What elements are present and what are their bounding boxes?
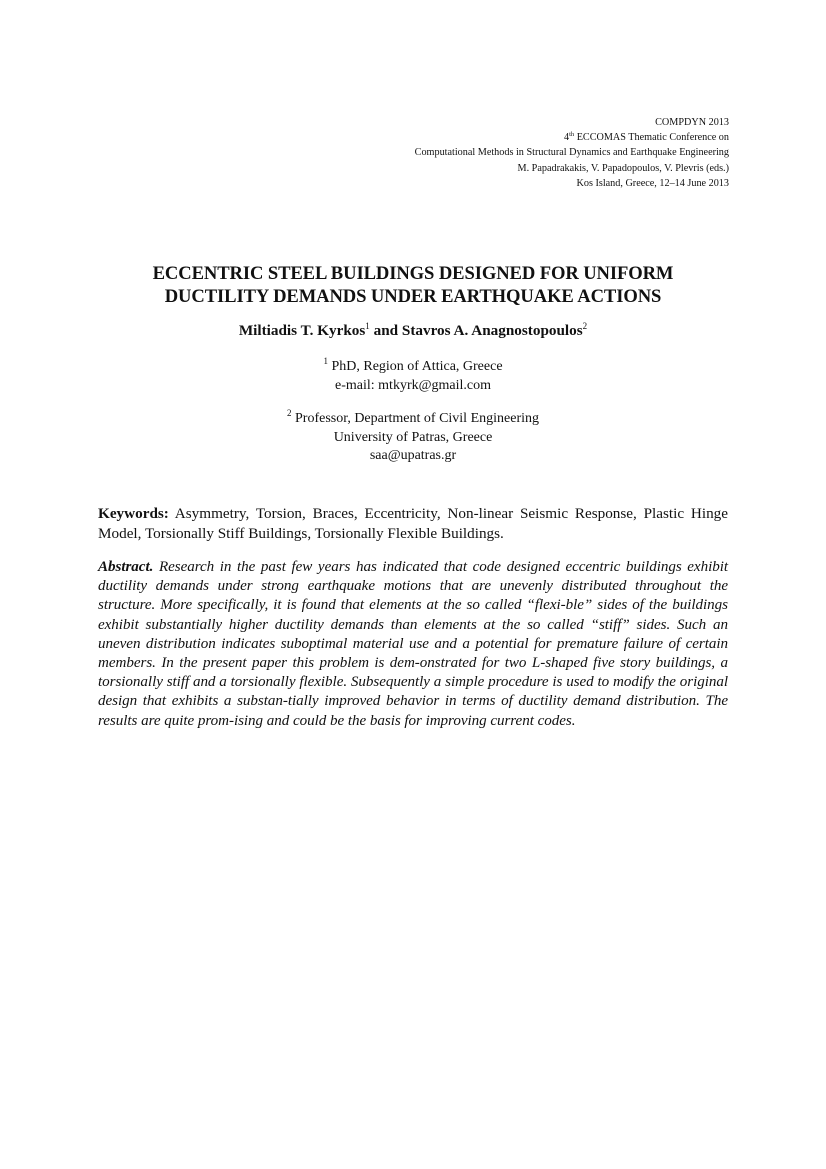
affiliation-1 — [60, 358, 766, 395]
affiliation-1-institution: PhD, Region of Attica, Greece — [327, 359, 503, 374]
keywords-text: Asymmetry, Torsion, Braces, Eccentricity, Non-linear Seismic Response, Plastic Hinge Model, Torsionally Stiff Buildings, Torsionally Flexible Buildings. — [98, 505, 728, 542]
author-conjunction: and — [369, 322, 402, 339]
keywords-paragraph — [98, 504, 728, 544]
affiliation-1-email: e-mail: mtkyrk@gmail.com — [335, 377, 491, 393]
paper-title-line-2: DUCTILITY DEMANDS UNDER EARTHQUAKE ACTIONS — [164, 286, 662, 307]
abstract-label: Abstract. — [98, 559, 154, 575]
author-list — [60, 321, 766, 341]
affiliation-2-mark: 2 — [287, 408, 292, 418]
affiliation-2-department: Professor, Department of Civil Engineering — [291, 411, 539, 426]
author-1: Miltiadis T. Kyrkos — [238, 322, 366, 339]
conference-editors: M. Papadrakakis, V. Papadopoulos, V. Plevris (eds.) — [517, 162, 729, 174]
affiliation-2-email: saa@upatras.gr — [369, 448, 457, 463]
affiliation-2-line-1 — [60, 410, 766, 429]
conference-venue-date: Kos Island, Greece, 12–14 June 2013 — [576, 177, 729, 189]
conference-edition-text: ECCOMAS Thematic Conference on — [574, 132, 729, 144]
conference-edition-number: 4 — [563, 132, 570, 144]
abstract-text: Research in the past few years has indicated that code designed eccentric buildings exhibit ductility demands under strong earthquake motions that are unevenly distributed throughout the structure. More specifically, it is found that elements at the so called “flexi-ble” sides of the buildings exhibit substantially higher ductility demands than elements at the so called “stiff” sides. Such an uneven distribution indicates suboptimal material use and a potential for premature failure of certain members. In the present paper this problem is dem-onstrated for two L-shaped five story buildings, a torsionally stiff and a torsionally flexible. Subsequently a simple procedure is used to modify the original design that exhibits a substan-tially improved behavior in terms of ductility demand distribution. The results are quite prom-ising and could be the basis for improving current codes. — [98, 559, 728, 729]
paper-title — [60, 262, 766, 308]
affiliation-2-university: University of Patras, Greece — [333, 429, 493, 445]
conference-edition-ordinal: th — [569, 131, 575, 139]
abstract-paragraph — [98, 558, 728, 731]
affiliation-1-line-1 — [60, 358, 766, 377]
author-1-affiliation-mark: 1 — [365, 321, 370, 331]
author-2: Stavros A. Anagnostopoulos — [401, 322, 583, 339]
affiliation-1-mark: 1 — [323, 356, 328, 366]
paper-title-line-1: ECCENTRIC STEEL BUILDINGS DESIGNED FOR UNIFORM — [152, 263, 674, 284]
conference-edition — [415, 130, 729, 145]
affiliation-2 — [60, 410, 766, 466]
conference-topic: Computational Methods in Structural Dynamics and Earthquake Engineering — [414, 147, 729, 159]
author-2-affiliation-mark: 2 — [582, 321, 588, 331]
conference-header — [415, 115, 729, 191]
conference-name: COMPDYN 2013 — [655, 117, 729, 128]
keywords-label: Keywords: — [98, 505, 169, 522]
